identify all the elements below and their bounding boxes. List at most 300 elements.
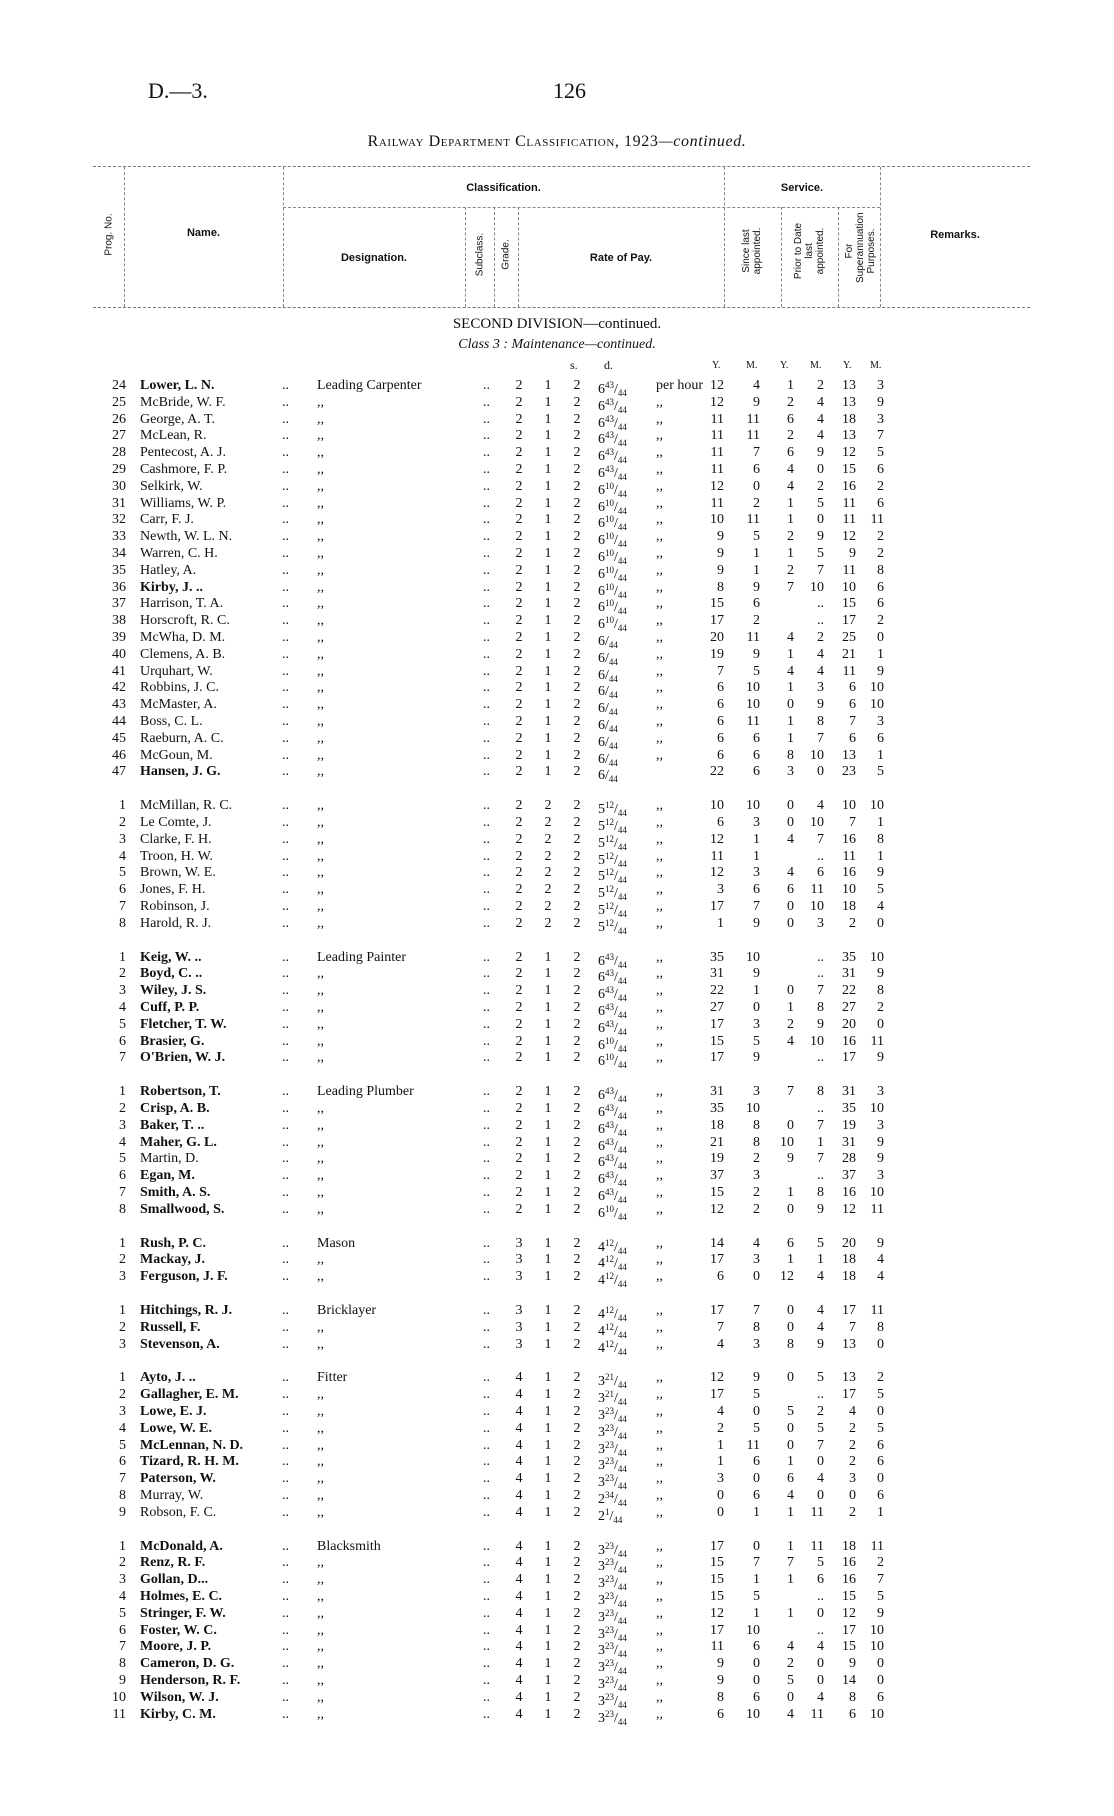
grade: 1 <box>544 1656 552 1672</box>
grade: 1 <box>544 680 552 696</box>
pence-numerator: 12 <box>605 1254 614 1265</box>
employee-name: McBride, W. F. <box>140 394 226 410</box>
employee-name: Harrison, T. A. <box>140 596 224 612</box>
row-number: 45 <box>112 730 126 746</box>
fraction-slash: / <box>614 1576 618 1592</box>
grade: 1 <box>544 697 552 713</box>
since-last-months: 6 <box>753 1454 760 1470</box>
fraction-slash: / <box>614 835 618 851</box>
prior-months: 7 <box>817 831 824 847</box>
pence-whole: 6 <box>598 684 605 700</box>
table-row <box>0 1403 1114 1424</box>
employee-name: Holmes, E. C. <box>140 1589 223 1604</box>
pence-numerator: 12 <box>605 1271 614 1282</box>
row-number: 44 <box>112 714 126 729</box>
super-months: 2 <box>877 546 884 561</box>
leader-dots: .. <box>282 630 289 645</box>
prior-months: 7 <box>817 562 824 578</box>
employee-name: Carr, F. J. <box>140 512 194 528</box>
rate-shillings: 2 <box>573 663 581 679</box>
subclass: 2 <box>515 1050 523 1066</box>
pence-numerator: 23 <box>605 1591 614 1601</box>
table-row <box>0 545 1114 566</box>
leader-dots: .. <box>282 1000 289 1015</box>
pence-denominator: 44 <box>608 757 618 768</box>
leader-dots: .. <box>282 445 289 461</box>
prior-years: 2 <box>787 562 794 578</box>
pence-denominator: 44 <box>617 1716 627 1727</box>
table-row <box>0 1453 1114 1475</box>
employee-name: Brown, W. E. <box>140 865 216 881</box>
row-number: 9 <box>119 1673 126 1688</box>
leader-dots: .. <box>483 1101 490 1116</box>
since-last-years: 9 <box>717 1656 724 1672</box>
designation: ,, <box>317 747 324 763</box>
rate-shillings: 2 <box>573 1420 581 1436</box>
rate-per: ,, <box>656 1689 663 1705</box>
rate-per: ,, <box>656 680 663 696</box>
leader-dots: .. <box>282 1134 289 1150</box>
pence-whole: 6 <box>598 382 605 397</box>
pence-denominator: 44 <box>617 404 627 415</box>
subclass: 2 <box>515 697 523 713</box>
employee-name: Le Comte, J. <box>140 815 212 830</box>
designation: ,, <box>317 1706 324 1722</box>
designation: ,, <box>317 966 324 982</box>
pence-denominator: 44 <box>617 455 627 466</box>
employee-name: McMillan, R. C. <box>140 798 233 814</box>
pence-whole: 4 <box>598 1323 605 1339</box>
super-years: 6 <box>849 1706 856 1722</box>
since-last-years: 6 <box>717 697 724 713</box>
rate-shillings: 2 <box>573 798 581 814</box>
unit-y2: Y. <box>780 360 789 371</box>
since-last-years: 1 <box>717 1437 724 1453</box>
employee-name: Hitchings, R. J. <box>140 1303 233 1318</box>
prior-months: 2 <box>817 478 824 494</box>
leader-dots: .. <box>483 1168 490 1184</box>
subclass: 2 <box>515 378 523 393</box>
subclass: 3 <box>515 1336 523 1352</box>
rate-per: ,, <box>656 1101 663 1116</box>
since-last-years: 19 <box>710 1151 724 1167</box>
employee-name: Hatley, A. <box>140 562 197 578</box>
fraction-slash: / <box>614 600 618 616</box>
fraction-slash: / <box>614 1088 618 1104</box>
table-row <box>0 1251 1114 1273</box>
rate-shillings: 2 <box>573 1319 581 1335</box>
prior-months: 11 <box>810 1538 824 1554</box>
super-months: 8 <box>877 831 884 847</box>
fraction-slash: / <box>614 903 618 918</box>
prior-months: 10 <box>810 579 824 595</box>
grade: 1 <box>544 1639 552 1655</box>
pence-whole: 6 <box>598 533 605 549</box>
employee-name: Henderson, R. F. <box>140 1673 241 1688</box>
subclass: 3 <box>515 1303 523 1318</box>
rate-per: ,, <box>656 630 663 645</box>
pence-denominator: 44 <box>617 1211 627 1222</box>
unit-s: s. <box>570 358 578 372</box>
leader-dots: .. <box>282 1420 289 1436</box>
row-number: 34 <box>112 546 126 561</box>
grade: 1 <box>544 1235 552 1251</box>
since-last-years: 6 <box>717 815 724 830</box>
rate-shillings: 2 <box>573 697 581 713</box>
fraction-slash: / <box>614 533 618 549</box>
pence-denominator: 44 <box>617 1127 627 1138</box>
pence-whole: 2 <box>598 1492 605 1507</box>
unit-m3: M. <box>870 360 882 371</box>
pence-numerator: 10 <box>605 480 614 491</box>
prior-months: 7 <box>817 1117 824 1133</box>
super-months: 10 <box>870 1185 884 1200</box>
pence-whole: 3 <box>598 1643 605 1659</box>
rate-shillings: 2 <box>573 478 581 494</box>
since-last-months: 6 <box>753 764 760 780</box>
fraction-slash: / <box>614 432 618 448</box>
prior-months: 8 <box>817 1084 824 1100</box>
employee-name: Cashmore, F. P. <box>140 462 228 477</box>
pence-denominator: 44 <box>617 1649 627 1660</box>
leader-dots: .. <box>282 1589 289 1604</box>
pence-whole: 3 <box>598 1475 605 1491</box>
table-row <box>0 629 1114 650</box>
rate-per: ,, <box>656 1572 663 1588</box>
since-last-years: 12 <box>710 1370 724 1386</box>
table-row <box>0 1268 1114 1290</box>
leader-dots: .. <box>282 1504 289 1520</box>
table-row <box>0 377 1114 398</box>
since-last-months: 10 <box>746 798 760 814</box>
since-last-months: 11 <box>746 714 760 729</box>
leader-dots: .. <box>282 1605 289 1621</box>
fraction-slash: / <box>614 1441 618 1457</box>
rate-per: ,, <box>656 546 663 561</box>
row-number: 29 <box>112 462 126 477</box>
since-last-years: 37 <box>710 1168 724 1184</box>
prior-years: 0 <box>787 915 794 931</box>
pence-whole: 6 <box>598 1054 605 1070</box>
pence-whole: 6 <box>598 432 605 448</box>
grade: 1 <box>544 1706 552 1722</box>
prior-years: 1 <box>787 1454 794 1470</box>
rate-per: ,, <box>656 478 663 494</box>
pence-denominator: 44 <box>608 774 618 785</box>
since-last-months: 6 <box>753 747 760 763</box>
rate-shillings: 2 <box>573 848 581 864</box>
fraction-slash: / <box>605 768 609 784</box>
subclass: 2 <box>515 882 523 898</box>
super-years: 35 <box>842 949 856 965</box>
since-last-months: 3 <box>753 1336 760 1352</box>
rate-per: ,, <box>656 613 663 629</box>
super-months: 9 <box>877 1050 884 1066</box>
rate-shillings: 2 <box>573 630 581 645</box>
designation: ,, <box>317 1387 324 1403</box>
fraction-slash: / <box>614 1121 618 1137</box>
rate-shillings: 2 <box>573 730 581 746</box>
pence-whole: 6 <box>598 1121 605 1137</box>
rate-shillings: 2 <box>573 1437 581 1453</box>
subclass: 2 <box>515 562 523 578</box>
designation: ,, <box>317 512 324 528</box>
designation: ,, <box>317 680 324 696</box>
rate-shillings: 2 <box>573 1622 581 1638</box>
grade: 1 <box>544 1201 552 1217</box>
since-last-years: 11 <box>710 445 724 461</box>
page-ref: D.—3. <box>148 78 208 103</box>
prior-months: 2 <box>817 1404 824 1419</box>
table-row <box>0 1302 1114 1323</box>
pence-denominator: 44 <box>617 1632 627 1643</box>
table-row <box>0 949 1114 970</box>
since-last-years: 3 <box>717 1471 724 1487</box>
prior-years: 6 <box>787 445 794 461</box>
row-number: 3 <box>119 831 126 847</box>
grade: 1 <box>544 562 552 578</box>
prior-months: 4 <box>817 663 824 679</box>
grade: 1 <box>544 1387 552 1403</box>
since-last-years: 12 <box>710 378 724 393</box>
leader-dots: .. <box>282 1706 289 1722</box>
row-number: 25 <box>112 394 126 410</box>
super-years: 13 <box>842 394 856 410</box>
pence-denominator: 44 <box>617 892 627 903</box>
super-months: 1 <box>877 1504 884 1520</box>
leader-dots: .. <box>483 983 490 999</box>
since-last-years: 15 <box>710 1555 724 1571</box>
since-last-months: 11 <box>746 630 760 645</box>
fraction-slash: / <box>605 734 609 750</box>
grade: 1 <box>544 529 552 545</box>
designation: ,, <box>317 1605 324 1621</box>
prior-months: 3 <box>817 915 824 931</box>
since-last-years: 11 <box>710 462 724 477</box>
leader-dots: .. <box>282 798 289 814</box>
pence-whole: 6 <box>598 550 605 565</box>
pence-denominator: 44 <box>617 1498 627 1508</box>
since-last-years: 11 <box>710 495 724 511</box>
designation: ,, <box>317 798 324 814</box>
rate-per: ,, <box>656 1420 663 1436</box>
since-last-years: 12 <box>710 865 724 881</box>
prior-months: 4 <box>817 1303 824 1318</box>
grade: 1 <box>544 495 552 511</box>
fraction-slash: / <box>614 1492 618 1507</box>
table-row <box>0 831 1114 852</box>
rate-shillings: 2 <box>573 1117 581 1133</box>
employee-name: Cameron, D. G. <box>140 1656 235 1672</box>
rate-per: ,, <box>656 815 663 830</box>
subclass: 4 <box>515 1572 523 1588</box>
fraction-slash: / <box>614 953 618 969</box>
since-last-months: 6 <box>753 730 760 746</box>
employee-name: Williams, W. P. <box>140 495 227 511</box>
prior-months: 11 <box>810 1706 824 1722</box>
prior-months: 5 <box>817 1235 824 1251</box>
leader-dots: .. <box>483 512 490 528</box>
row-number: 3 <box>119 1117 126 1133</box>
prior-years: 0 <box>787 815 794 830</box>
rate-shillings: 2 <box>573 983 581 999</box>
super-years: 27 <box>842 1000 856 1015</box>
pence-denominator: 44 <box>617 421 627 432</box>
subclass: 2 <box>515 848 523 864</box>
table-row <box>0 1622 1114 1643</box>
pence-denominator: 44 <box>608 656 618 667</box>
since-last-months: 0 <box>753 478 760 494</box>
subclass: 4 <box>515 1555 523 1571</box>
grade: 1 <box>544 1622 552 1638</box>
pence-denominator: 44 <box>617 825 627 835</box>
leader-dots: .. <box>483 445 490 461</box>
pence-whole: 5 <box>598 869 605 885</box>
since-last-months: 11 <box>746 1437 760 1453</box>
leader-dots: .. <box>282 495 289 511</box>
super-months: 0 <box>877 1656 884 1672</box>
super-years: 23 <box>842 764 856 780</box>
super-months: 6 <box>877 1689 884 1705</box>
pence-numerator: 43 <box>605 1187 614 1197</box>
prior-months: 0 <box>817 1656 824 1672</box>
prior-months: 8 <box>817 1185 824 1200</box>
grade: 1 <box>544 512 552 528</box>
rate-shillings: 2 <box>573 1589 581 1604</box>
leader-dots: .. <box>282 1437 289 1453</box>
designation: ,, <box>317 1488 324 1503</box>
table-row <box>0 427 1114 449</box>
pence-denominator: 44 <box>617 522 627 533</box>
pence-whole: 6 <box>598 734 605 750</box>
rate-per: ,, <box>656 1185 663 1200</box>
rate-per: ,, <box>656 428 663 444</box>
subclass: 2 <box>515 764 523 780</box>
employee-name: Brasier, G. <box>140 1033 205 1049</box>
super-months: 5 <box>877 1387 884 1403</box>
super-months: 9 <box>877 865 884 881</box>
super-months: 9 <box>877 1151 884 1167</box>
pence-whole: 6 <box>598 1205 605 1221</box>
rate-pence <box>598 1504 622 1529</box>
prior-years: 8 <box>787 1336 794 1352</box>
leader-dots: .. <box>282 462 289 477</box>
leader-dots: .. <box>483 1689 490 1705</box>
fraction-slash: / <box>614 1458 618 1474</box>
designation: ,, <box>317 546 324 561</box>
super-months: 8 <box>877 983 884 999</box>
grade: 1 <box>544 1185 552 1200</box>
employee-name: Horscroft, R. C. <box>140 613 230 629</box>
grade: 1 <box>544 1084 552 1100</box>
rate-shillings: 2 <box>573 1084 581 1100</box>
rate-per: ,, <box>656 411 663 427</box>
leader-dots: .. <box>483 1252 490 1268</box>
super-years: 2 <box>849 1437 856 1453</box>
leader-dots: .. <box>282 949 289 965</box>
leader-dots: .. <box>483 1437 490 1453</box>
subclass: 4 <box>515 1689 523 1705</box>
grade: 1 <box>544 1437 552 1453</box>
prior-to-header: Prior to Date last appointed. <box>793 222 826 280</box>
rate-shillings: 2 <box>573 1269 581 1285</box>
super-years: 10 <box>842 882 856 898</box>
rate-per: ,, <box>656 1387 663 1403</box>
grade: 1 <box>544 1336 552 1352</box>
since-last-years: 17 <box>710 899 724 914</box>
prior-years: 6 <box>787 1235 794 1251</box>
super-months: 3 <box>877 1168 884 1184</box>
prior-months: 9 <box>817 1016 824 1032</box>
subclass: 2 <box>515 1084 523 1100</box>
subclass: 2 <box>515 1101 523 1116</box>
page-number: 126 <box>553 78 586 103</box>
service-header: Service. <box>780 182 824 194</box>
grade: 1 <box>544 1117 552 1133</box>
pence-numerator: 10 <box>605 548 614 558</box>
prior-months: 5 <box>817 1555 824 1571</box>
super-years: 3 <box>849 1471 856 1487</box>
leader-dots: .. <box>282 1572 289 1588</box>
employee-name: Hansen, J. G. <box>140 764 221 780</box>
rate-shillings: 2 <box>573 596 581 612</box>
super-years: 18 <box>842 1252 856 1268</box>
leader-dots: .. <box>483 1000 490 1015</box>
leader-dots: .. <box>483 630 490 645</box>
fraction-slash: / <box>614 1323 618 1339</box>
unit-m1: M. <box>746 360 758 371</box>
rate-shillings: 2 <box>573 1404 581 1419</box>
designation: ,, <box>317 579 324 595</box>
rate-shillings: 2 <box>573 1706 581 1722</box>
grade: 1 <box>544 730 552 746</box>
grade: 2 <box>544 848 552 864</box>
prior-months: 5 <box>817 1370 824 1386</box>
pence-denominator: 44 <box>617 1144 627 1155</box>
table-row <box>0 1201 1114 1222</box>
since-last-months: 0 <box>753 1673 760 1688</box>
rate-of-pay-header: Rate of Pay. <box>589 252 653 264</box>
pence-whole: 4 <box>598 1307 605 1322</box>
grade: 1 <box>544 1303 552 1318</box>
pence-whole: 3 <box>598 1458 605 1474</box>
pence-numerator: 43 <box>605 447 614 458</box>
rate-per: ,, <box>656 1252 663 1268</box>
employee-name: Stringer, F. W. <box>140 1605 226 1621</box>
since-last-months: 1 <box>753 1504 760 1520</box>
prior-years: 0 <box>787 1689 794 1705</box>
prior-months: 7 <box>817 1437 824 1453</box>
subclass: 2 <box>515 462 523 477</box>
table-row <box>0 696 1114 718</box>
since-last-years: 6 <box>717 1269 724 1285</box>
pence-numerator: 23 <box>605 1641 614 1652</box>
table-row <box>0 528 1114 550</box>
pence-denominator: 44 <box>617 1043 627 1054</box>
super-years: 15 <box>842 462 856 477</box>
leader-dots: .. <box>282 478 289 494</box>
prior-months: 10 <box>810 1033 824 1049</box>
super-months: 10 <box>870 1622 884 1638</box>
since-last-months: 3 <box>753 865 760 881</box>
since-last-years: 6 <box>717 730 724 746</box>
prior-months: .. <box>817 1387 824 1403</box>
subclass: 2 <box>515 428 523 444</box>
super-years: 12 <box>842 1201 856 1217</box>
grade: 2 <box>544 915 552 931</box>
super-years: 31 <box>842 1134 856 1150</box>
rate-per: ,, <box>656 1488 663 1503</box>
